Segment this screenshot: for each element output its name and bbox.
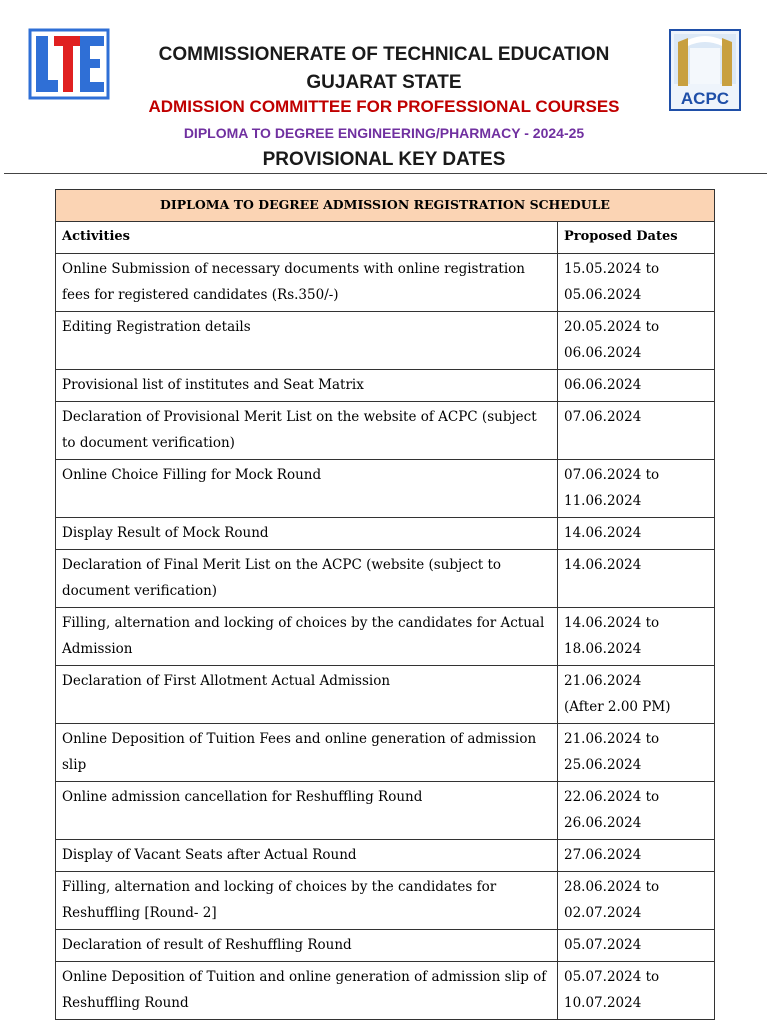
- activity-cell: Declaration of result of Reshuffling Round: [56, 930, 558, 962]
- date-line: 14.06.2024 to: [564, 615, 660, 631]
- date-cell: [558, 402, 715, 460]
- table-row: [56, 402, 715, 460]
- page-title: PROVISIONAL KEY DATES: [262, 149, 506, 170]
- column-header-activities: Activities: [56, 222, 558, 254]
- table-row: [56, 962, 715, 1020]
- table-row: [56, 254, 715, 312]
- date-line: 26.06.2024: [564, 815, 642, 831]
- activity-cell: Declaration of Provisional Merit List on the website of ACPC (subject to document verification): [56, 402, 558, 460]
- date-cell: [558, 312, 715, 370]
- date-line: 14.06.2024: [564, 525, 642, 541]
- date-line: 07.06.2024 to: [564, 467, 660, 483]
- date-line: 02.07.2024: [564, 905, 642, 921]
- date-line: 10.07.2024: [564, 995, 642, 1011]
- table-title: DIPLOMA TO DEGREE ADMISSION REGISTRATION SCHEDULE: [56, 190, 715, 222]
- date-line: 25.06.2024: [564, 757, 642, 773]
- table-row: [56, 666, 715, 724]
- date-cell: [558, 608, 715, 666]
- table-title-row: [56, 190, 715, 222]
- table-row: [56, 782, 715, 840]
- page-header: [0, 0, 768, 176]
- date-line: 21.06.2024 to: [564, 731, 660, 747]
- acpc-logo: [668, 28, 742, 112]
- activity-cell: Declaration of Final Merit List on the ACPC (website (subject to document verification): [56, 550, 558, 608]
- table-row: [56, 930, 715, 962]
- date-cell: [558, 872, 715, 930]
- header-commissionerate: COMMISSIONERATE OF TECHNICAL EDUCATION: [158, 44, 610, 65]
- table-row: [56, 370, 715, 402]
- date-line: 06.06.2024: [564, 345, 642, 361]
- activity-cell: Editing Registration details: [56, 312, 558, 370]
- date-cell: [558, 724, 715, 782]
- activity-cell: Online Submission of necessary documents with online registration fees for registered candidates (Rs.350/-): [56, 254, 558, 312]
- date-cell: [558, 254, 715, 312]
- date-line: 05.07.2024: [564, 937, 642, 953]
- activity-cell: Online Choice Filling for Mock Round: [56, 460, 558, 518]
- date-cell: [558, 370, 715, 402]
- date-cell: [558, 962, 715, 1020]
- table-row: [56, 608, 715, 666]
- date-cell: [558, 930, 715, 962]
- activity-cell: Filling, alternation and locking of choices by the candidates for Reshuffling [Round- 2]: [56, 872, 558, 930]
- activity-cell: Provisional list of institutes and Seat Matrix: [56, 370, 558, 402]
- date-line: 27.06.2024: [564, 847, 642, 863]
- date-line: 21.06.2024: [564, 673, 642, 689]
- date-line: 07.06.2024: [564, 409, 642, 425]
- date-cell: [558, 460, 715, 518]
- table-row: [56, 312, 715, 370]
- date-cell: [558, 840, 715, 872]
- date-cell: [558, 550, 715, 608]
- table-row: [56, 550, 715, 608]
- table-row: [56, 840, 715, 872]
- table-row: [56, 872, 715, 930]
- activity-cell: Declaration of First Allotment Actual Admission: [56, 666, 558, 724]
- date-line: 14.06.2024: [564, 557, 642, 573]
- date-line: 05.07.2024 to: [564, 969, 660, 985]
- date-line: 05.06.2024: [564, 287, 642, 303]
- date-line: 15.05.2024 to: [564, 261, 660, 277]
- activity-cell: Display of Vacant Seats after Actual Round: [56, 840, 558, 872]
- activity-cell: Online Deposition of Tuition and online generation of admission slip of Reshuffling Round: [56, 962, 558, 1020]
- date-line: 11.06.2024: [564, 493, 642, 509]
- date-cell: [558, 782, 715, 840]
- schedule-table: [55, 189, 715, 1020]
- acpc-logo-text: ACPC: [680, 89, 730, 108]
- date-cell: [558, 666, 715, 724]
- activity-cell: Online admission cancellation for Reshuffling Round: [56, 782, 558, 840]
- header-committee: ADMISSION COMMITTEE FOR PROFESSIONAL COURSES: [148, 97, 620, 116]
- activity-cell: Filling, alternation and locking of choices by the candidates for Actual Admission: [56, 608, 558, 666]
- header-program: DIPLOMA TO DEGREE ENGINEERING/PHARMACY - 2024-25: [183, 125, 585, 141]
- table-row: [56, 724, 715, 782]
- table-row: [56, 460, 715, 518]
- header-divider: [4, 173, 767, 174]
- date-line: 06.06.2024: [564, 377, 642, 393]
- date-cell: [558, 518, 715, 550]
- table-header-row: [56, 222, 715, 254]
- date-line: 20.05.2024 to: [564, 319, 660, 335]
- header-state: GUJARAT STATE: [306, 72, 462, 93]
- column-header-proposed-dates: Proposed Dates: [558, 222, 715, 254]
- date-line: 28.06.2024 to: [564, 879, 660, 895]
- activity-cell: Online Deposition of Tuition Fees and online generation of admission slip: [56, 724, 558, 782]
- date-line: (After 2.00 PM): [564, 699, 671, 715]
- activity-cell: Display Result of Mock Round: [56, 518, 558, 550]
- table-row: [56, 518, 715, 550]
- date-line: 18.06.2024: [564, 641, 642, 657]
- date-line: 22.06.2024 to: [564, 789, 660, 805]
